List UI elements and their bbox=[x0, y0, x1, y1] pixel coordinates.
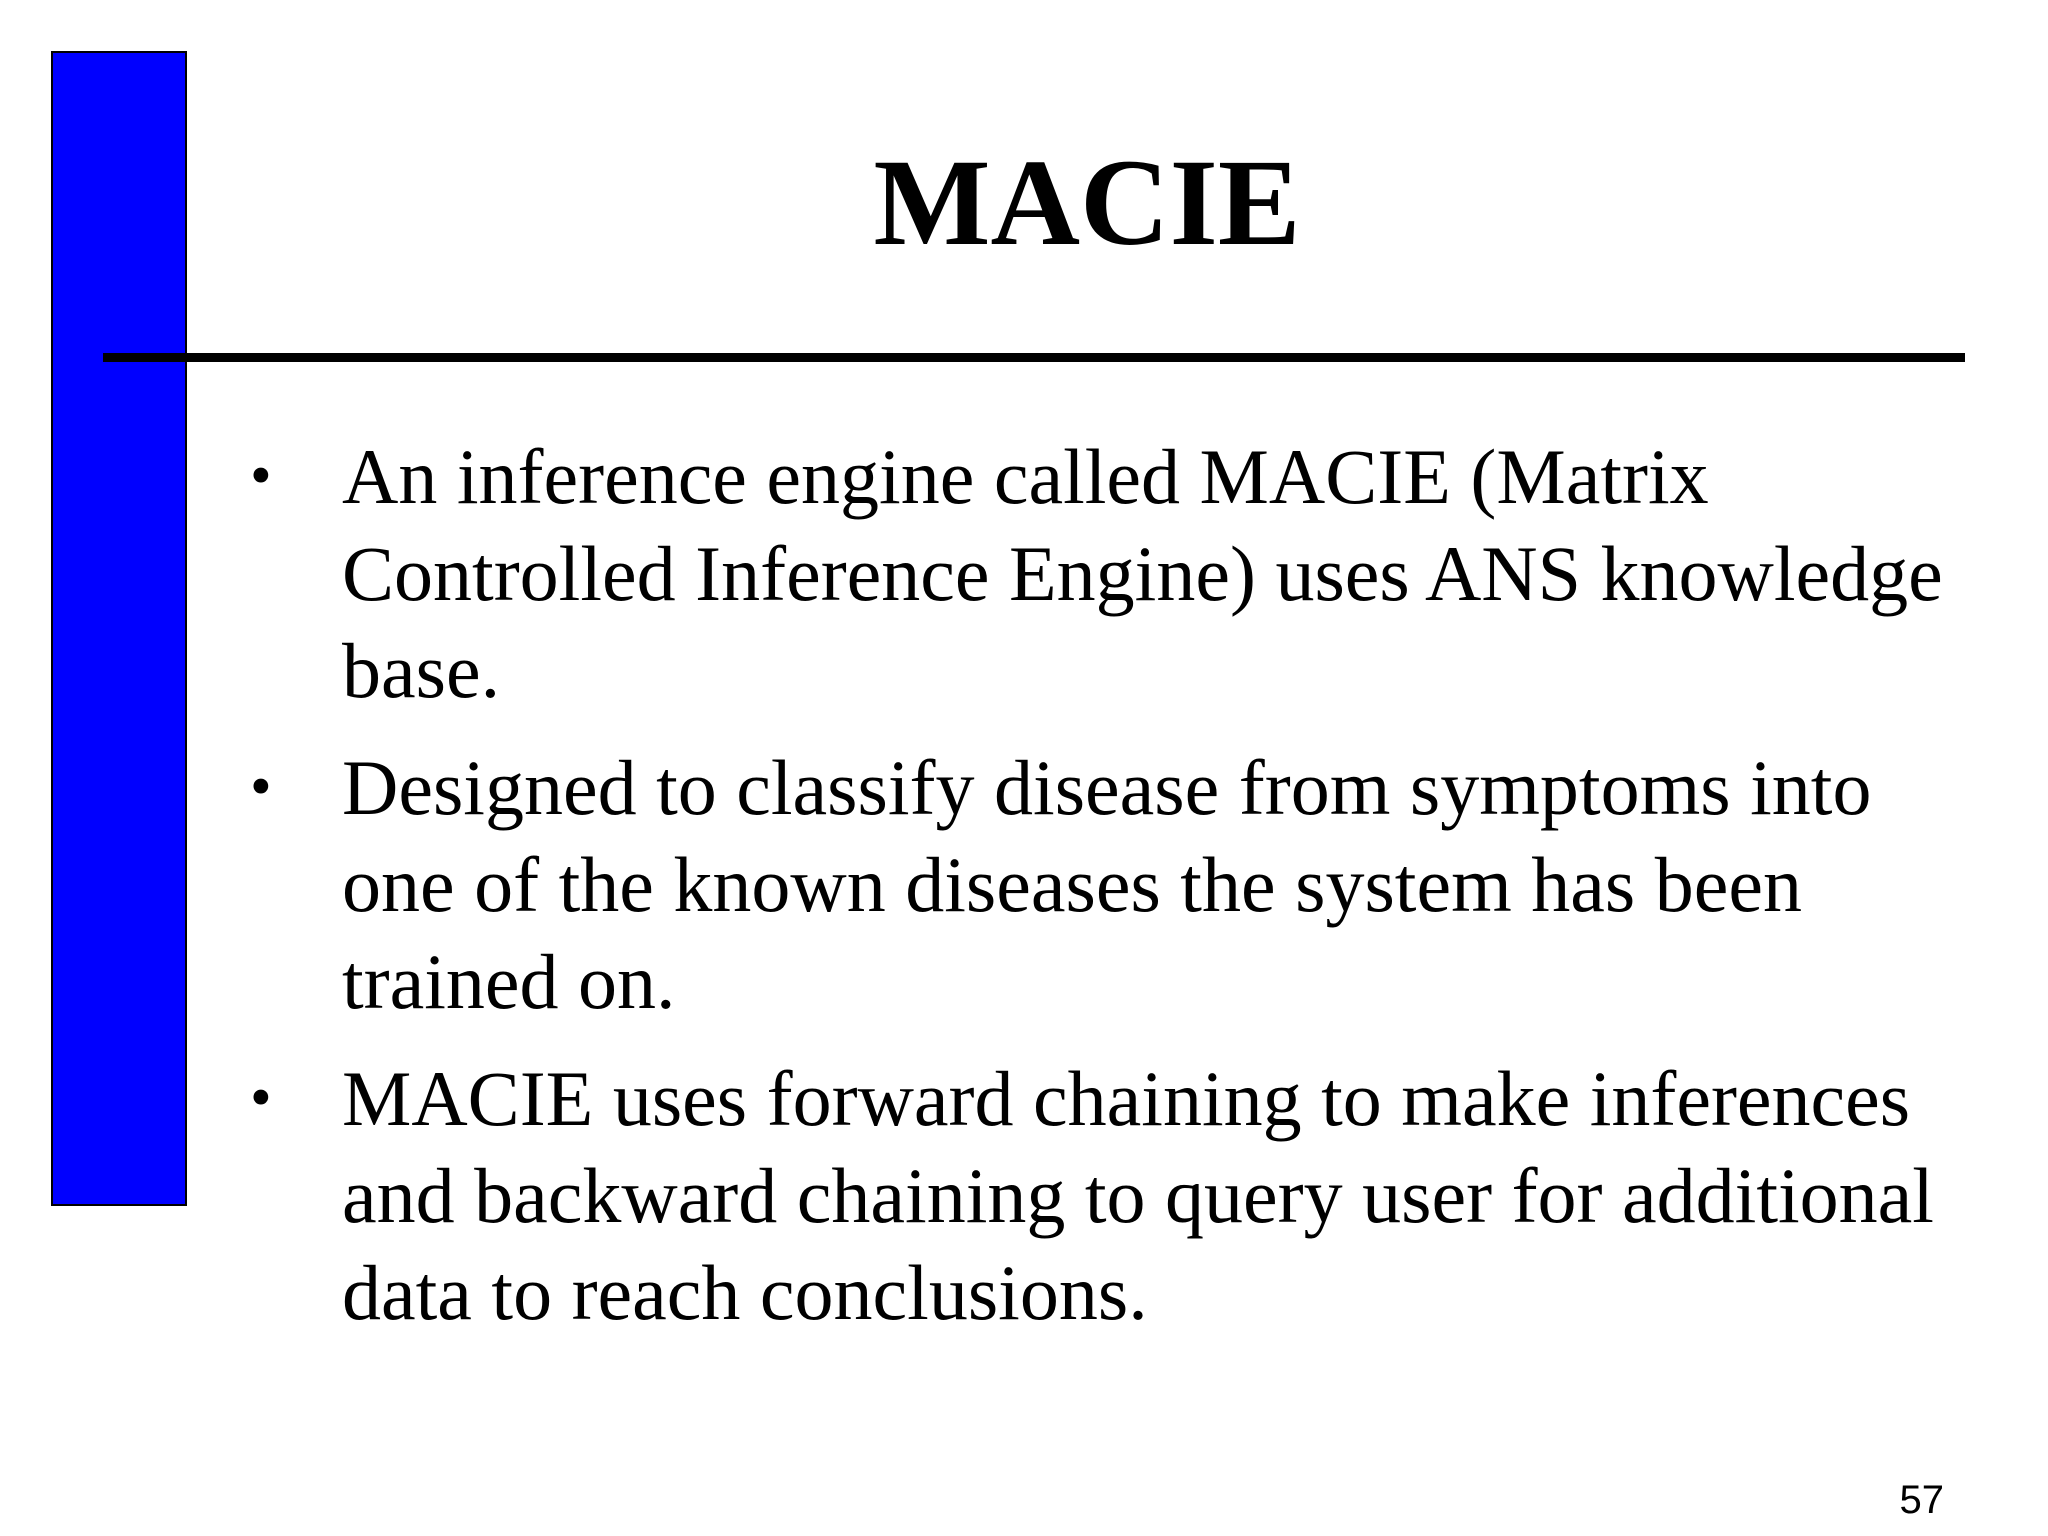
bullet-text: Designed to classify disease from symptoms into one of the known diseases the system has been trained on. bbox=[342, 744, 1872, 1025]
bullet-item bbox=[250, 739, 1970, 1030]
bullet-text: An inference engine called MACIE (Matrix Controlled Inference Engine) uses ANS knowledge base. bbox=[342, 433, 1943, 714]
accent-bar bbox=[51, 51, 187, 1206]
bullet-icon: • bbox=[250, 1064, 272, 1132]
bullet-text: MACIE uses forward chaining to make inferences and backward chaining to query user for additional data to reach conclusions. bbox=[342, 1055, 1934, 1336]
bullet-item bbox=[250, 1050, 1970, 1341]
bullet-item bbox=[250, 428, 1970, 719]
slide-title: MACIE bbox=[873, 134, 1301, 271]
title-divider bbox=[103, 353, 1965, 362]
page-number: 57 bbox=[1899, 1478, 1944, 1522]
bullet-list bbox=[250, 428, 1970, 1361]
bullet-icon: • bbox=[250, 753, 272, 821]
bullet-icon: • bbox=[250, 442, 272, 510]
